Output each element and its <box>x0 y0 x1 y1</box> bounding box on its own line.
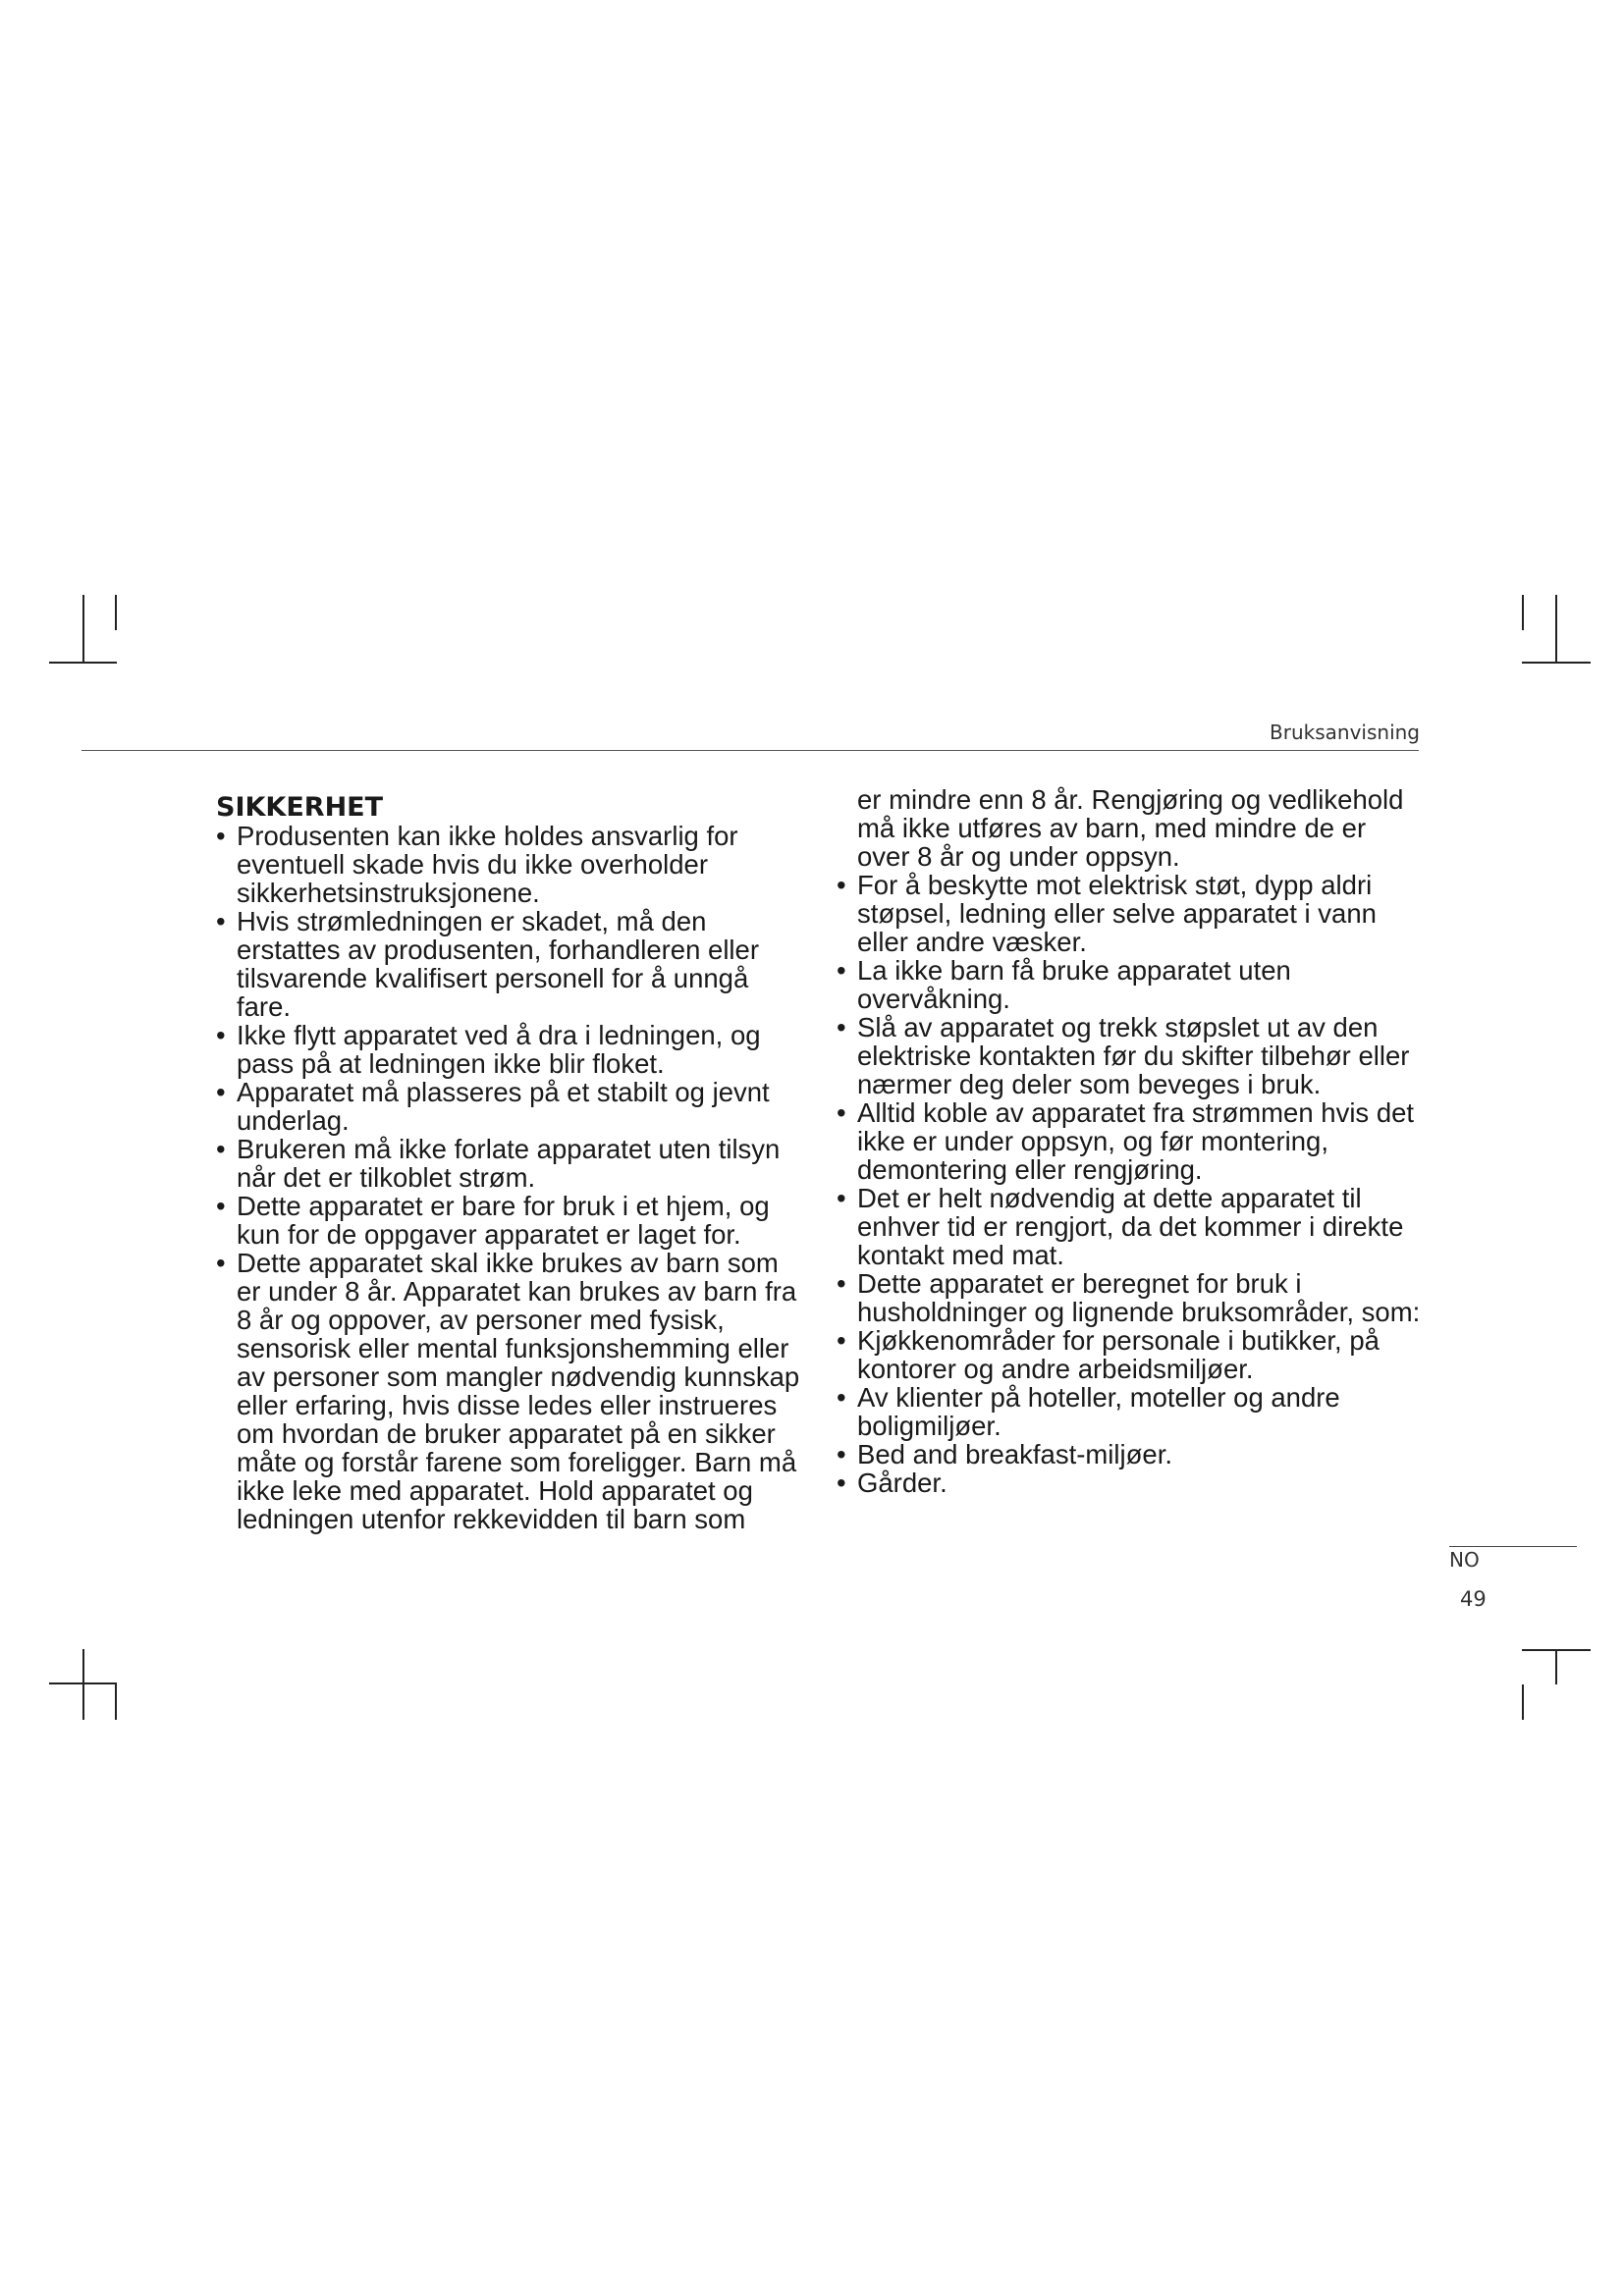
list-item: • Hvis strømledningen er skadet, må den erstattes av produsenten, forhandleren eller tilsvarende kvalifisert personell for å unngå fare. <box>216 907 805 1021</box>
list-item: • Det er helt nødvendig at dette apparatet til enhver tid er rengjort, da det kommer i direkte kontakt med mat. <box>837 1184 1426 1269</box>
continued-text: er mindre enn 8 år. Rengjøring og vedlikehold må ikke utføres av barn, med mindre de er over 8 år og under oppsyn. <box>857 784 1404 872</box>
language-divider <box>1449 1546 1577 1547</box>
right-column <box>837 785 1426 1497</box>
list-item: • Gårder. <box>837 1468 1426 1497</box>
list-item: • Alltid koble av apparatet fra strømmen hvis det ikke er under oppsyn, og før montering, demontering eller rengjøring. <box>837 1098 1426 1184</box>
section-heading: SIKKERHET <box>216 792 384 823</box>
list-item: • Dette apparatet skal ikke brukes av barn som er under 8 år. Apparatet kan brukes av barn fra 8 år og oppover, av personer med fysisk, sensorisk eller mental funksjonshemming eller av personer som mangler nødvendig kunnskap eller erfaring, hvis disse ledes eller instrueres om hvordan de bruker apparatet på en sikker måte og forstår farene som foreligger. Barn må ikke leke med apparatet. Hold apparatet og ledningen utenfor rekkevidden til barn som <box>216 1249 805 1533</box>
list-item: • La ikke barn få bruke apparatet uten overvåkning. <box>837 956 1426 1013</box>
list-item: • Bed and breakfast-miljøer. <box>837 1440 1426 1468</box>
list-item: • Slå av apparatet og trekk støpslet ut av den elektriske kontakten før du skifter tilbehør eller nærmer deg deler som beveges i bruk. <box>837 1013 1426 1098</box>
list-item: • Kjøkkenområder for personale i butikker, på kontorer og andre arbeidsmiljøer. <box>837 1326 1426 1383</box>
safety-list-left <box>216 822 805 1533</box>
list-item: • Av klienter på hoteller, moteller og andre boligmiljøer. <box>837 1383 1426 1440</box>
language-code: NO <box>1449 1548 1480 1572</box>
safety-list-right <box>837 871 1426 1497</box>
list-item: • Ikke flytt apparatet ved å dra i ledningen, og pass på at ledningen ikke blir floket. <box>216 1021 805 1078</box>
list-item: • For å beskytte mot elektrisk støt, dypp aldri støpsel, ledning eller selve apparatet i vann eller andre væsker. <box>837 871 1426 956</box>
header-title: Bruksanvisning <box>1270 721 1420 744</box>
list-item: • Dette apparatet er bare for bruk i et hjem, og kun for de oppgaver apparatet er laget for. <box>216 1192 805 1249</box>
left-column <box>216 785 805 1533</box>
list-item: • Produsenten kan ikke holdes ansvarlig for eventuell skade hvis du ikke overholder sikkerhetsinstruksjonene. <box>216 822 805 907</box>
page-number: 49 <box>1460 1587 1487 1611</box>
list-item: • Dette apparatet er beregnet for bruk i husholdninger og lignende bruksområder, som: <box>837 1269 1426 1326</box>
list-item: • Apparatet må plasseres på et stabilt og jevnt underlag. <box>216 1078 805 1135</box>
header-divider <box>81 750 1419 751</box>
list-item: • Brukeren må ikke forlate apparatet uten tilsyn når det er tilkoblet strøm. <box>216 1135 805 1192</box>
